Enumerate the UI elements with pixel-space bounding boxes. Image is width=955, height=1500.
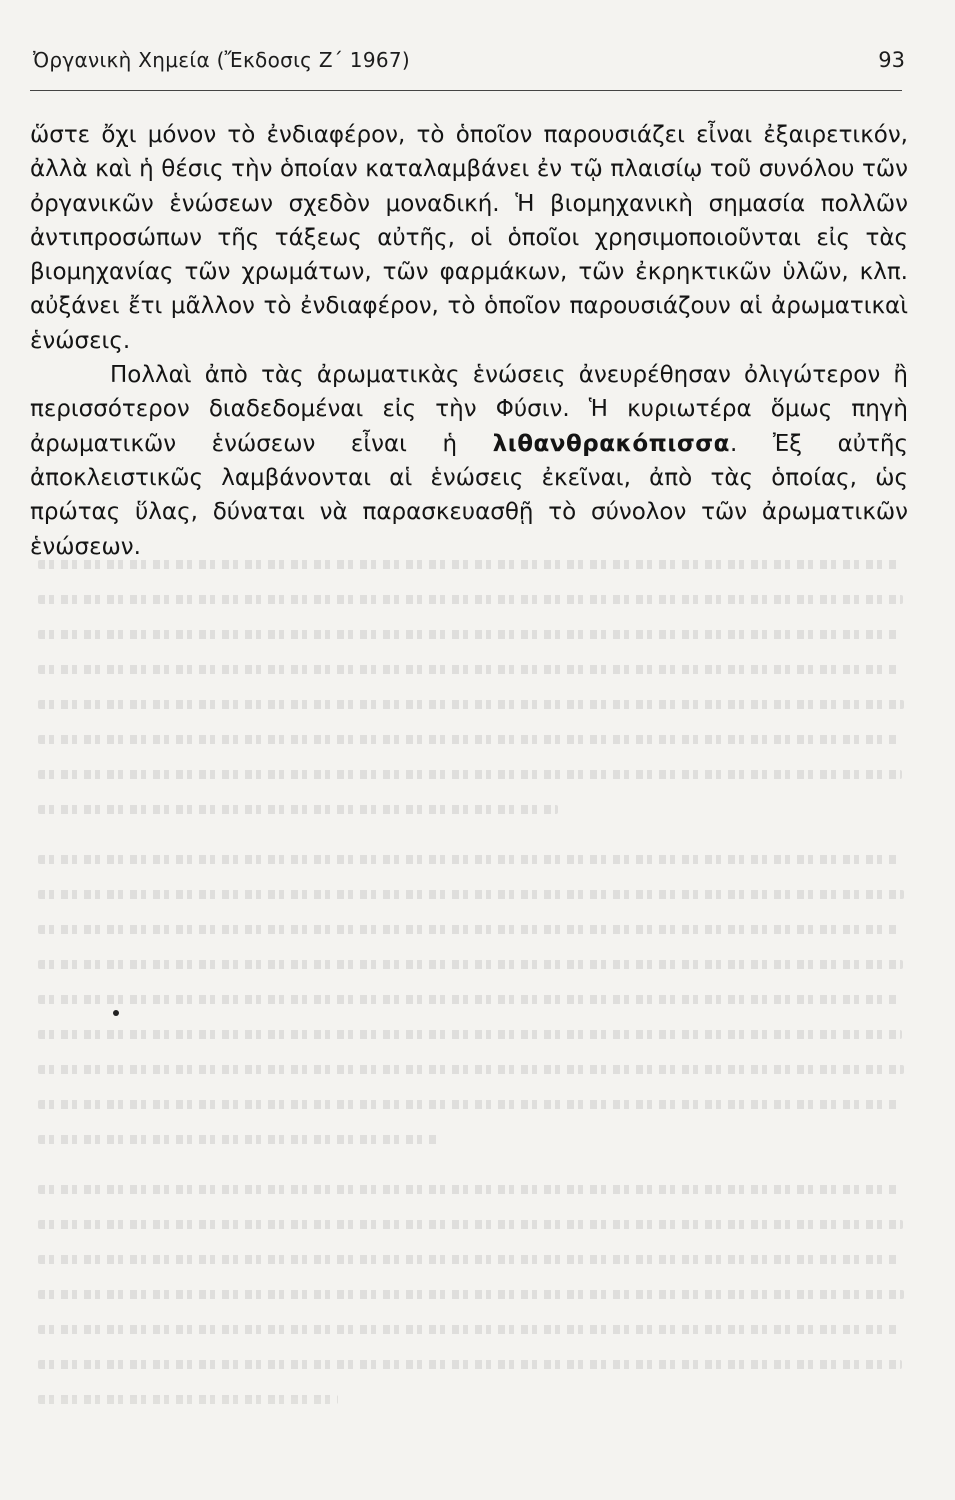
running-head: Ὀργανικὴ Χημεία (Ἔκδοσις Ζ΄ 1967) [33, 48, 411, 72]
ink-dot [113, 1010, 119, 1016]
page-number: 93 [878, 48, 905, 72]
paragraph-2-text-end: . Ἐξ αὐτῆς ἀποκλειστικῶς λαμβάνονται αἱ ἑνώσεις ἐκεῖναι, ἀπὸ τὰς ὁποίας, ὡς πρώτας ὕλας, δύναται νὰ παρασκευασθῇ τὸ σύνολον τῶν ἀρωματικῶν ἑνώσεων. [30, 430, 908, 560]
paragraph-2 [30, 358, 908, 564]
header-rule [30, 90, 902, 91]
page-header [33, 48, 905, 88]
body-text [30, 118, 908, 564]
paragraph-1: ὥστε ὄχι μόνον τὸ ἐνδιαφέρον, τὸ ὁποῖον παρουσιάζει εἶναι ἐξαιρετικόν, ἀλλὰ καὶ ἡ θέσις τὴν ὁποίαν καταλαμβάνει ἐν τῷ πλαισίῳ τοῦ συνόλου τῶν ὀργανικῶν ἑνώσεων σχεδὸν μοναδική. Ἡ βιομηχανικὴ σημασία πολλῶν ἀντιπροσώπων τῆς τάξεως αὐτῆς, οἱ ὁποῖοι χρησιμοποιοῦνται εἰς τὰς βιομηχανίας τῶν χρωμάτων, τῶν φαρμάκων, τῶν ἐκρηκτικῶν ὑλῶν, κλπ. αὐξάνει ἔτι μᾶλλον τὸ ἐνδιαφέρον, τὸ ὁποῖον παρουσιάζουν αἱ ἀρωματικαὶ ἑνώσεις. [30, 122, 908, 354]
bleed-through-texture [38, 560, 908, 1460]
emphasized-term: λιθανθρακόπισσα [492, 430, 730, 457]
paragraph-2-text-start: Πολλαὶ ἀπὸ τὰς ἀρωματικὰς ἑνώσεις ἀνευρέθησαν ὀλιγώτερον ἢ περισσότερον διαδεδομέναι εἰς τὴν Φύσιν. Ἡ κυριωτέρα ὅμως πηγὴ ἀρωματικῶν ἑνώσεων εἶναι ἡ [30, 362, 908, 457]
